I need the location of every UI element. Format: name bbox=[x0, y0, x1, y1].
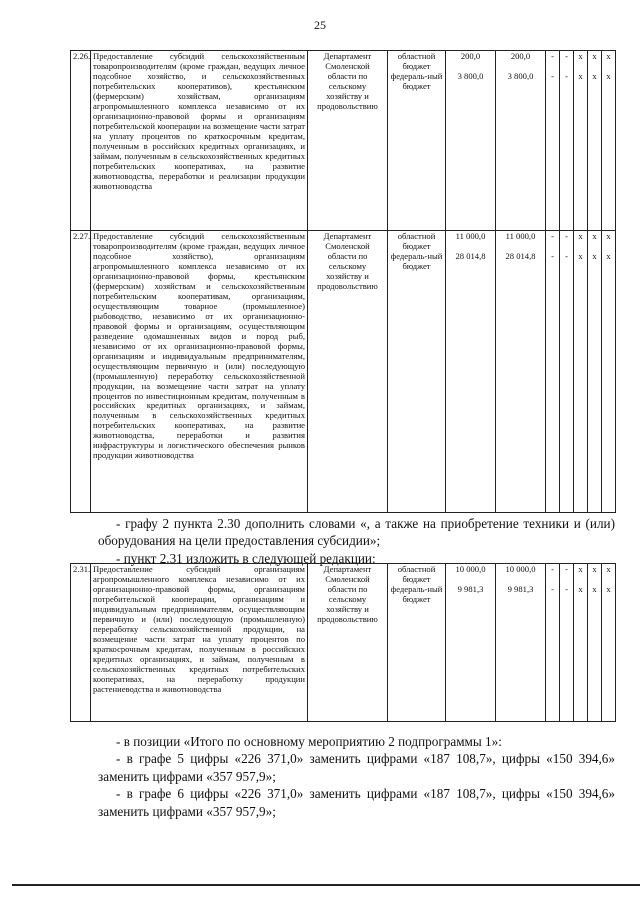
amount-regional: 10 000,0 bbox=[455, 564, 486, 574]
mark-cell: x x bbox=[588, 51, 602, 231]
amount-col-6 bbox=[496, 564, 546, 722]
amendment-paragraph: - в графе 5 цифры «226 371,0» заменить цифрами «187 108,7», цифры «150 394,6» заменить цифрами «357 957,9»; bbox=[98, 751, 615, 784]
mark-cell: - - bbox=[546, 564, 560, 722]
amendment-text-2 bbox=[98, 733, 615, 820]
amount-col-6 bbox=[496, 231, 546, 513]
mark-cell: x x bbox=[574, 564, 588, 722]
mark-cell: x x bbox=[602, 564, 616, 722]
amount-col-5 bbox=[446, 231, 496, 513]
funding-source: областной бюджет федераль-ный бюджет bbox=[388, 51, 446, 231]
amendment-paragraph: - в графе 6 цифры «226 371,0» заменить цифрами «187 108,7», цифры «150 394,6» заменить цифрами «357 957,9»; bbox=[98, 786, 615, 819]
measure-description: Предоставление субсидий сельскохозяйственным товаропроизводителям (кроме граждан, ведущих личное подсобное хозяйство), организациям агропромышленного комплекса независимо от их организационно-правовой формы, крестьянским (фермерским) хозяйствам и сельскохозяйственным потребительским кооперативам, организациям, осуществляющим товарное (промышленное) рыбоводство, независимо от их организационно-правовой формы и организациям, осуществляющим разведение одомашненных видов и пород рыб, независимо от их организационно-правовой формы, организациям и индивидуальным предпринимателям, осуществляющим первичную и (или) последующую (промышленную) переработку сельскохозяйственной продукции, на возмещение части затрат на уплату процентов по инвестиционным кредитам, полученным в российских кредитных организациях, и займам, полученным в сельскохозяйственных кредитных потребительских кооперативах, на развитие животноводства, переработки и развития инфраструктуры и логистического обеспечения рынков продукции животноводства bbox=[91, 231, 308, 513]
mark-cell: x x bbox=[602, 51, 616, 231]
mark-cell: - - bbox=[546, 231, 560, 513]
amount-federal: 28 014,8 bbox=[455, 250, 486, 261]
responsible-department: Департамент Смоленской области по сельскому хозяйству и продовольствию bbox=[308, 51, 388, 231]
table-row bbox=[71, 231, 616, 513]
amendment-paragraph: - графу 2 пункта 2.30 дополнить словами «, а также на приобретение техники и (или) оборудования на цели предоставления субсидии»; bbox=[98, 516, 615, 549]
amount-federal: 9 981,3 bbox=[507, 583, 534, 594]
mark-cell: - - bbox=[560, 231, 574, 513]
mark-cell: - - bbox=[560, 564, 574, 722]
measure-description: Предоставление субсидий сельскохозяйственным товаропроизводителям (кроме граждан, ведущих личное подсобное хозяйство, и сельскохозяйственных потребительских кооперативов), крестьянским (фермерским) хозяйствам, организациям агропромышленного комплекса независимо от их организационно-правовой формы и организациям потребительской кооперации на возмещение части затрат на уплату процентов по краткосрочным кредитам, полученным в российских кредитных организациях, и займам, полученным в сельскохозяйственных кредитных потребительских кооперативах, на развитие животноводства, переработки и реализации продукции животноводства bbox=[91, 51, 308, 231]
mark-cell: - - bbox=[546, 51, 560, 231]
amendment-paragraph: - в позиции «Итого по основному мероприятию 2 подпрограммы 1»: bbox=[116, 734, 502, 749]
amount-regional: 200,0 bbox=[510, 51, 531, 61]
page-number: 25 bbox=[314, 18, 326, 32]
amount-federal: 3 800,0 bbox=[507, 70, 534, 81]
table-row bbox=[71, 51, 616, 231]
measure-description: Предоставление субсидий организациям агропромышленного комплекса независимо от их организационно-правовой формы, организациям потребительской кооперации, организациям и индивидуальным предпринимателям, осуществляющим первичную и (или) последующую (промышленную) переработку сельскохозяйственной продукции, на возмещение части затрат на уплату процентов по краткосрочным кредитам, полученным в российских кредитных организациях, и займам, полученным в сельскохозяйственных кредитных потребительских кооперативах, на переработку продукции растениеводства и животноводства bbox=[91, 564, 308, 722]
row-number: 2.27. bbox=[71, 231, 91, 513]
measures-table-top bbox=[70, 50, 616, 513]
amount-regional: 11 000,0 bbox=[505, 231, 536, 241]
row-number: 2.26. bbox=[71, 51, 91, 231]
bottom-rule bbox=[12, 884, 640, 886]
amount-federal: 9 981,3 bbox=[457, 583, 484, 594]
amendment-text-1 bbox=[98, 515, 615, 567]
amount-regional: 10 000,0 bbox=[505, 564, 536, 574]
amount-regional: 200,0 bbox=[460, 51, 481, 61]
responsible-department: Департамент Смоленской области по сельскому хозяйству и продовольствию bbox=[308, 564, 388, 722]
row-number: 2.31. bbox=[71, 564, 91, 722]
amount-regional: 11 000,0 bbox=[455, 231, 486, 241]
mark-cell: x x bbox=[588, 231, 602, 513]
measures-table-bottom bbox=[70, 563, 616, 722]
funding-source: областной бюджет федераль-ный бюджет bbox=[388, 231, 446, 513]
amount-federal: 3 800,0 bbox=[457, 70, 484, 81]
amount-col-5 bbox=[446, 564, 496, 722]
mark-cell: x x bbox=[574, 231, 588, 513]
amount-col-6 bbox=[496, 51, 546, 231]
amount-col-5 bbox=[446, 51, 496, 231]
mark-cell: x x bbox=[588, 564, 602, 722]
amendment-paragraph: - пункт 2.31 изложить в следующей редакции: bbox=[116, 550, 376, 566]
amount-federal: 28 014,8 bbox=[505, 250, 536, 261]
responsible-department: Департамент Смоленской области по сельскому хозяйству и продовольствию bbox=[308, 231, 388, 513]
mark-cell: - - bbox=[560, 51, 574, 231]
mark-cell: x x bbox=[602, 231, 616, 513]
funding-source: областной бюджет федераль-ный бюджет bbox=[388, 564, 446, 722]
mark-cell: x x bbox=[574, 51, 588, 231]
table-row bbox=[71, 564, 616, 722]
